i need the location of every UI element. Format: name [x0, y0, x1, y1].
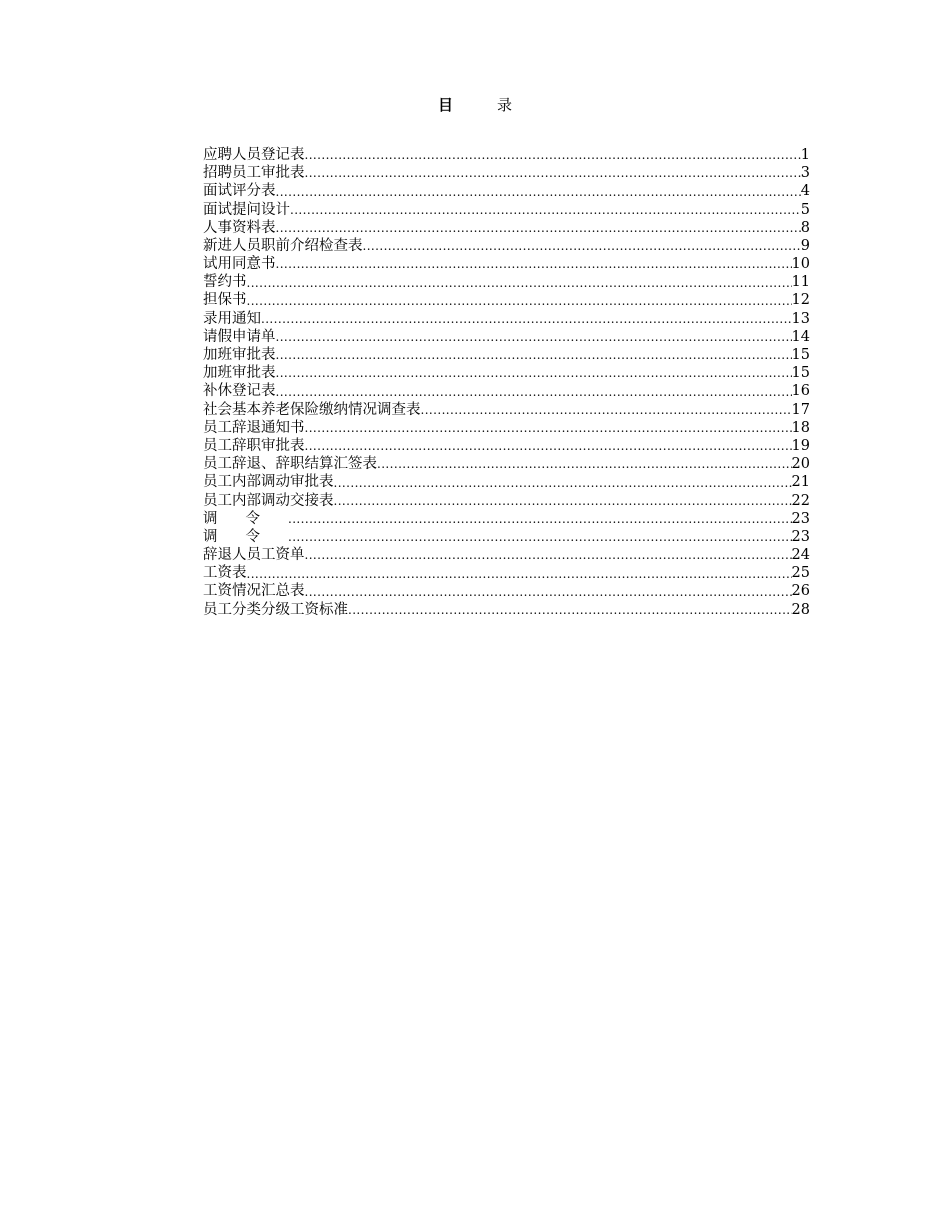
toc-entry[interactable] — [203, 328, 810, 346]
toc-entry-page-number: 9 — [800, 237, 810, 254]
toc-dot-leader — [334, 492, 792, 510]
toc-entry[interactable] — [203, 437, 810, 455]
table-of-contents — [203, 146, 810, 619]
toc-entry[interactable] — [203, 164, 810, 182]
toc-entry-label: 员工辞职审批表 — [203, 437, 305, 454]
toc-entry-label: 加班审批表 — [203, 365, 276, 382]
toc-entry-page-number: 16 — [791, 383, 810, 400]
toc-entry-label: 员工分类分级工资标准 — [203, 601, 348, 618]
toc-dot-leader — [305, 546, 792, 564]
toc-dot-leader — [276, 382, 792, 400]
toc-entry-label: 应聘人员登记表 — [203, 146, 305, 163]
toc-entry-page-number: 12 — [791, 292, 810, 309]
toc-entry[interactable] — [203, 346, 810, 364]
toc-entry-label: 工资表 — [203, 565, 247, 582]
toc-entry[interactable] — [203, 455, 810, 473]
toc-entry[interactable] — [203, 273, 810, 291]
toc-dot-leader — [247, 564, 792, 582]
toc-dot-leader — [305, 583, 792, 601]
toc-dot-leader — [276, 219, 801, 237]
toc-entry[interactable] — [203, 601, 810, 619]
toc-dot-leader — [261, 310, 792, 328]
toc-entry-page-number: 19 — [791, 437, 810, 454]
toc-entry[interactable] — [203, 310, 810, 328]
toc-entry-page-number: 5 — [800, 201, 810, 218]
toc-entry-page-number: 28 — [791, 601, 810, 618]
toc-entry-page-number: 20 — [791, 456, 810, 473]
toc-entry[interactable] — [203, 219, 810, 237]
toc-dot-leader — [276, 255, 792, 273]
toc-entry-page-number: 25 — [791, 565, 810, 582]
toc-entry-label: 员工辞退通知书 — [203, 419, 305, 436]
toc-dot-leader — [305, 164, 801, 182]
toc-dot-leader — [334, 473, 792, 491]
toc-entry[interactable] — [203, 546, 810, 564]
toc-entry-page-number: 14 — [791, 328, 810, 345]
toc-entry-label: 员工内部调动交接表 — [203, 492, 334, 509]
toc-entry-label: 担保书 — [203, 292, 247, 309]
toc-entry-page-number: 24 — [791, 547, 810, 564]
toc-entry-label: 调令 — [203, 510, 288, 527]
toc-entry-page-number: 17 — [791, 401, 810, 418]
toc-dot-leader — [288, 528, 792, 546]
toc-dot-leader — [290, 201, 801, 219]
toc-entry-label: 加班审批表 — [203, 347, 276, 364]
toc-entry-label: 员工辞退、辞职结算汇签表 — [203, 456, 377, 473]
toc-entry-page-number: 15 — [791, 365, 810, 382]
toc-entry-page-number: 22 — [791, 492, 810, 509]
toc-title-left: 目 — [437, 96, 453, 114]
toc-entry-page-number: 1 — [800, 146, 810, 163]
toc-dot-leader — [288, 510, 792, 528]
toc-entry-page-number: 4 — [800, 183, 810, 200]
toc-entry[interactable] — [203, 201, 810, 219]
toc-dot-leader — [421, 401, 792, 419]
toc-dot-leader — [276, 182, 801, 200]
toc-dot-leader — [305, 419, 792, 437]
toc-dot-leader — [276, 346, 792, 364]
toc-dot-leader — [363, 237, 801, 255]
toc-entry[interactable] — [203, 255, 810, 273]
toc-entry-page-number: 21 — [791, 474, 810, 491]
toc-dot-leader — [247, 292, 792, 310]
toc-entry-page-number: 15 — [791, 347, 810, 364]
toc-entry-label: 社会基本养老保险缴纳情况调查表 — [203, 401, 421, 418]
toc-entry-page-number: 11 — [791, 274, 810, 291]
toc-entry-page-number: 23 — [791, 510, 810, 527]
toc-entry[interactable] — [203, 292, 810, 310]
toc-entry[interactable] — [203, 382, 810, 400]
toc-entry-label: 调令 — [203, 528, 288, 545]
toc-entry-page-number: 23 — [791, 528, 810, 545]
toc-entry-label: 请假申请单 — [203, 328, 276, 345]
toc-dot-leader — [247, 273, 792, 291]
toc-dot-leader — [305, 437, 792, 455]
toc-entry[interactable] — [203, 182, 810, 200]
toc-entry[interactable] — [203, 364, 810, 382]
toc-entry-label: 面试提问设计 — [203, 201, 290, 218]
toc-entry-label: 面试评分表 — [203, 183, 276, 200]
toc-entry[interactable] — [203, 419, 810, 437]
toc-entry-label: 新进人员职前介绍检查表 — [203, 237, 363, 254]
toc-dot-leader — [377, 455, 792, 473]
toc-entry-label: 工资情况汇总表 — [203, 583, 305, 600]
toc-entry-page-number: 13 — [791, 310, 810, 327]
toc-entry[interactable] — [203, 401, 810, 419]
toc-title-right: 录 — [497, 96, 513, 114]
toc-entry[interactable] — [203, 564, 810, 582]
toc-entry-label: 补休登记表 — [203, 383, 276, 400]
toc-entry[interactable] — [203, 492, 810, 510]
toc-entry-page-number: 26 — [791, 583, 810, 600]
toc-entry-label: 辞退人员工资单 — [203, 547, 305, 564]
toc-entry-page-number: 8 — [800, 219, 810, 236]
toc-entry-page-number: 3 — [800, 165, 810, 182]
toc-entry-label: 人事资料表 — [203, 219, 276, 236]
toc-dot-leader — [348, 601, 792, 619]
toc-entry[interactable] — [203, 146, 810, 164]
toc-entry-page-number: 10 — [791, 256, 810, 273]
toc-entry-page-number: 18 — [791, 419, 810, 436]
toc-entry-label: 员工内部调动审批表 — [203, 474, 334, 491]
toc-title — [0, 96, 950, 114]
toc-entry[interactable] — [203, 528, 810, 546]
toc-entry[interactable] — [203, 510, 810, 528]
toc-entry[interactable] — [203, 473, 810, 491]
toc-dot-leader — [276, 328, 792, 346]
toc-entry-label: 试用同意书 — [203, 256, 276, 273]
toc-entry-label: 誓约书 — [203, 274, 247, 291]
toc-entry-label: 录用通知 — [203, 310, 261, 327]
toc-entry-label: 招聘员工审批表 — [203, 165, 305, 182]
toc-dot-leader — [276, 364, 792, 382]
toc-dot-leader — [305, 146, 801, 164]
toc-entry[interactable] — [203, 583, 810, 601]
toc-entry[interactable] — [203, 237, 810, 255]
